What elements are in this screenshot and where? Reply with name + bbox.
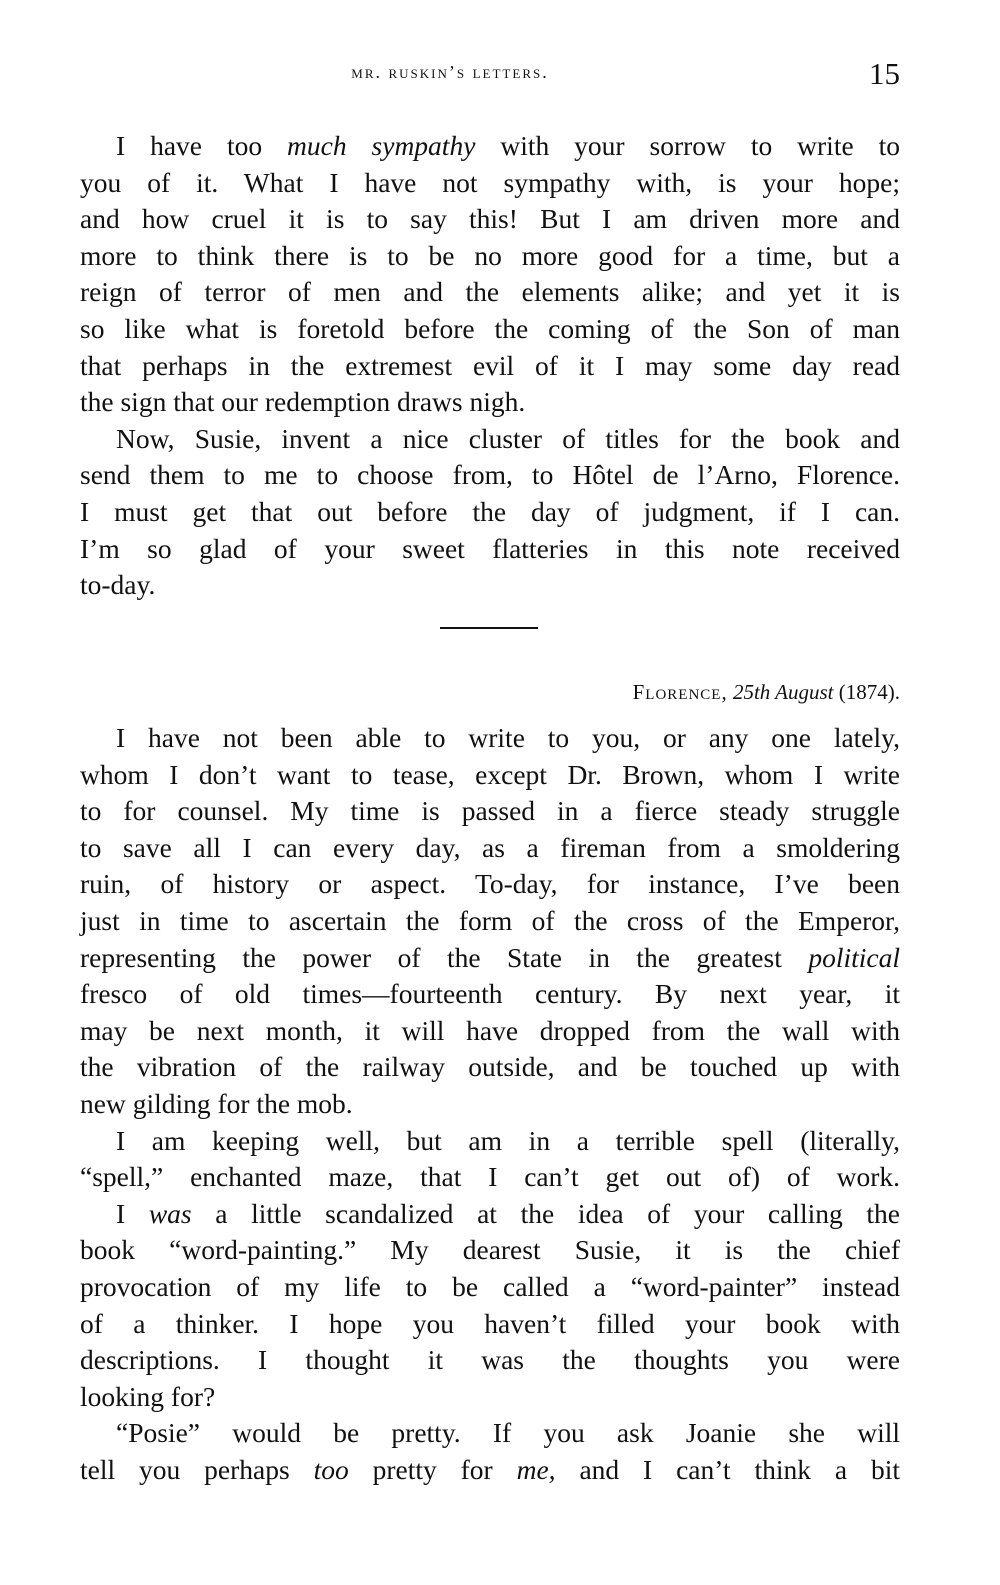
emphasis: political	[808, 941, 900, 973]
text-line: send them to me to choose from, to Hôtel de l’Arno, Florence.	[80, 459, 900, 491]
text-line: of a thinker. I hope you haven’t filled your book with	[80, 1307, 900, 1339]
text-line: to-day.	[80, 569, 156, 601]
text-line: ruin, of history or aspect. To-day, for instance, I’ve been	[80, 868, 900, 900]
dateline-place: Florence,	[632, 680, 728, 704]
text-line: whom I don’t want to tease, except Dr. Brown, whom I write	[80, 758, 900, 790]
text-line: fresco of old times—fourteenth century. By next year, it	[80, 978, 900, 1010]
text-line: “spell,” enchanted maze, that I can’t get out of) of work.	[80, 1161, 900, 1193]
text-line: just in time to ascertain the form of the cross of the Emperor,	[80, 904, 900, 936]
running-title: mr. ruskin’s letters.	[351, 62, 549, 82]
text-line: I have too much sympathy with your sorrow to write to	[116, 130, 900, 161]
text-line: I am keeping well, but am in a terrible spell (literally,	[116, 1124, 900, 1156]
text-line: reign of terror of men and the elements alike; and yet it is	[80, 276, 900, 308]
page-header	[80, 56, 900, 96]
letter-1-text	[80, 128, 900, 604]
letter-dateline	[633, 680, 900, 705]
text-line: that perhaps in the extremest evil of it I may some day read	[80, 349, 900, 381]
page-number: 15	[869, 56, 900, 91]
text-line: may be next month, it will have dropped from the wall with	[80, 1014, 900, 1046]
text-line: I have not been able to write to you, or any one lately,	[116, 722, 900, 753]
dateline-year: (1874).	[838, 680, 900, 704]
text-line: more to think there is to be no more good for a time, but a	[80, 239, 900, 271]
text-line: looking for?	[80, 1380, 216, 1412]
text-line: I’m so glad of your sweet flatteries in this note received	[80, 532, 900, 564]
text-line: the vibration of the railway outside, and be touched up with	[80, 1051, 900, 1083]
text-line: the sign that our redemption draws nigh.	[80, 386, 526, 418]
text-line: tell you perhaps too pretty for me, and I can’t think a bit	[80, 1453, 900, 1485]
emphasis: was	[148, 1197, 192, 1229]
text-line: descriptions. I thought it was the thoughts you were	[80, 1344, 900, 1376]
emphasis: much sympathy	[287, 130, 476, 161]
dateline-date: 25th August	[732, 680, 834, 704]
emphasis: too	[313, 1453, 349, 1485]
text-line: to for counsel. My time is passed in a fierce steady struggle	[80, 795, 900, 827]
emphasis: me,	[516, 1453, 556, 1485]
text-line: Now, Susie, invent a nice cluster of titles for the book and	[116, 422, 900, 454]
text-line: I was a little scandalized at the idea of your calling the	[116, 1197, 900, 1229]
text-line: representing the power of the State in the greatest political	[80, 941, 900, 973]
text-line: you of it. What I have not sympathy with, is your hope;	[80, 166, 900, 198]
text-line: and how cruel it is to say this! But I am driven more and	[80, 203, 900, 235]
text-line: “Posie” would be pretty. If you ask Joanie she will	[116, 1417, 900, 1449]
text-line: book “word-painting.” My dearest Susie, it is the chief	[80, 1234, 900, 1266]
text-line: so like what is foretold before the coming of the Son of man	[80, 312, 900, 344]
text-line: provocation of my life to be called a “word-painter” instead	[80, 1270, 900, 1302]
text-line: I must get that out before the day of judgment, if I can.	[80, 495, 900, 527]
text-line: new gilding for the mob.	[80, 1087, 353, 1119]
letter-2-text	[80, 720, 900, 1488]
text-line: to save all I can every day, as a fireman from a smoldering	[80, 831, 900, 863]
section-divider	[440, 627, 538, 629]
